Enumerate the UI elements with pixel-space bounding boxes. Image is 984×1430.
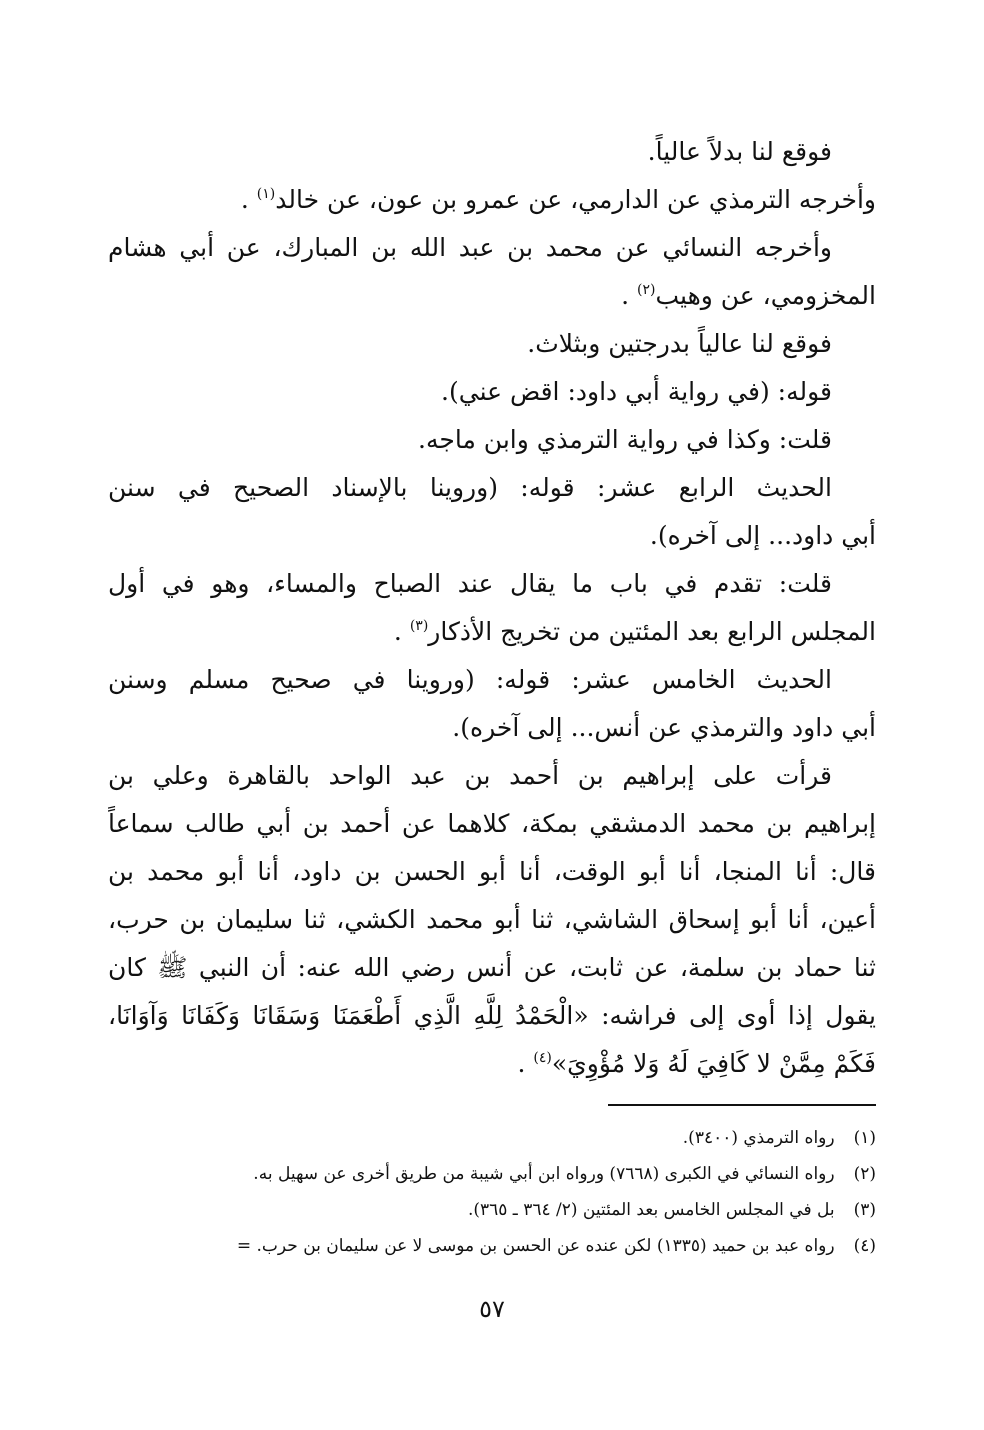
text-line-4: المخزومي، عن وهيب$^{(٢)}$ . <box>621 281 876 310</box>
text-line-10: قلت: تقدم في باب ما يقال عند الصباح والمساء، وهو في أول <box>108 569 832 598</box>
text-line-1: فوقع لنا بدلاً عالياً. <box>647 137 832 166</box>
text-line-14: قرأت على إبراهيم بن أحمد بن عبد الواحد بالقاهرة وعلي بن <box>108 761 832 790</box>
page-body <box>108 128 876 1088</box>
footnote-ref-1: (١) <box>256 186 276 202</box>
footnote-number: (١) <box>853 1128 876 1148</box>
footnote-separator <box>608 1104 876 1106</box>
text-line-7: قلت: وكذا في رواية الترمذي وابن ماجه. <box>418 425 832 454</box>
text-line-20: فَكَمْ مِمَّنْ لا كَافِيَ لَهُ وَلا مُؤْوِيَ»$^{(٤)}$ . <box>517 1049 876 1078</box>
page-number: ٥٧ <box>479 1295 505 1323</box>
footnote-number: (٤) <box>853 1236 876 1256</box>
footnote-text: بل في المجلس الخامس بعد المئتين (٢/ ٣٦٤ ـ ٣٦٥). <box>467 1200 835 1220</box>
footnote-4 <box>108 1228 876 1264</box>
text-line-13: أبي داود والترمذي عن أنس... إلى آخره). <box>452 713 876 742</box>
text-line-9: أبي داود... إلى آخره). <box>649 521 876 550</box>
footnotes <box>108 1120 876 1264</box>
footnote-1 <box>108 1120 876 1156</box>
footnote-text: رواه عبد بن حميد (١٣٣٥) لكن عنده عن الحسن بن موسى لا عن سليمان بن حرب. = <box>236 1236 835 1256</box>
text-line-16: قال: أنا المنجا، أنا أبو الوقت، أنا أبو الحسن بن داود، أنا أبو محمد بن <box>108 857 876 886</box>
footnote-number: (٣) <box>853 1200 876 1220</box>
text-line-12: الحديث الخامس عشر: قوله: (وروينا في صحيح مسلم وسنن <box>108 665 832 694</box>
footnote-ref-4: (٤) <box>533 1050 552 1066</box>
text-line-18: ثنا حماد بن سلمة، عن ثابت، عن أنس رضي الله عنه: أن النبي ﷺ كان <box>108 953 876 982</box>
footnote-ref-2: (٢) <box>637 282 656 298</box>
text-line-8: الحديث الرابع عشر: قوله: (وروينا بالإسناد الصحيح في سنن <box>108 473 832 502</box>
footnote-3 <box>108 1192 876 1228</box>
footnote-2 <box>108 1156 876 1192</box>
text-line-15: إبراهيم بن محمد الدمشقي بمكة، كلاهما عن أحمد بن أبي طالب سماعاً <box>108 809 876 838</box>
text-line-11: المجلس الرابع بعد المئتين من تخريج الأذكار$^{(٣)}$ . <box>393 617 876 646</box>
text-line-19: يقول إذا أوى إلى فراشه: «الْحَمْدُ لِلَّهِ الَّذِي أَطْعَمَنَا وَسَقَانَا وَكَفَانَا وَآوَانَا، <box>108 1001 876 1030</box>
text-line-5: فوقع لنا عالياً بدرجتين وبثلاث. <box>527 329 832 358</box>
text-line-17: أعين، أنا أبو إسحاق الشاشي، ثنا أبو محمد الكشي، ثنا سليمان بن حرب، <box>108 905 876 934</box>
text-line-2: وأخرجه الترمذي عن الدارمي، عن عمرو بن عون، عن خالد$^{(١)}$ . <box>240 185 876 214</box>
footnote-ref-3: (٣) <box>409 618 429 634</box>
text-line-3: وأخرجه النسائي عن محمد بن عبد الله بن المبارك، عن أبي هشام <box>108 233 832 262</box>
footnote-number: (٢) <box>853 1164 876 1184</box>
text-line-6: قوله: (في رواية أبي داود: اقض عني). <box>441 377 832 406</box>
footnote-text: رواه النسائي في الكبرى (٧٦٦٨) ورواه ابن أبي شيبة من طريق أخرى عن سهيل به. <box>253 1164 835 1184</box>
footnote-text: رواه الترمذي (٣٤٠٠). <box>682 1128 835 1148</box>
